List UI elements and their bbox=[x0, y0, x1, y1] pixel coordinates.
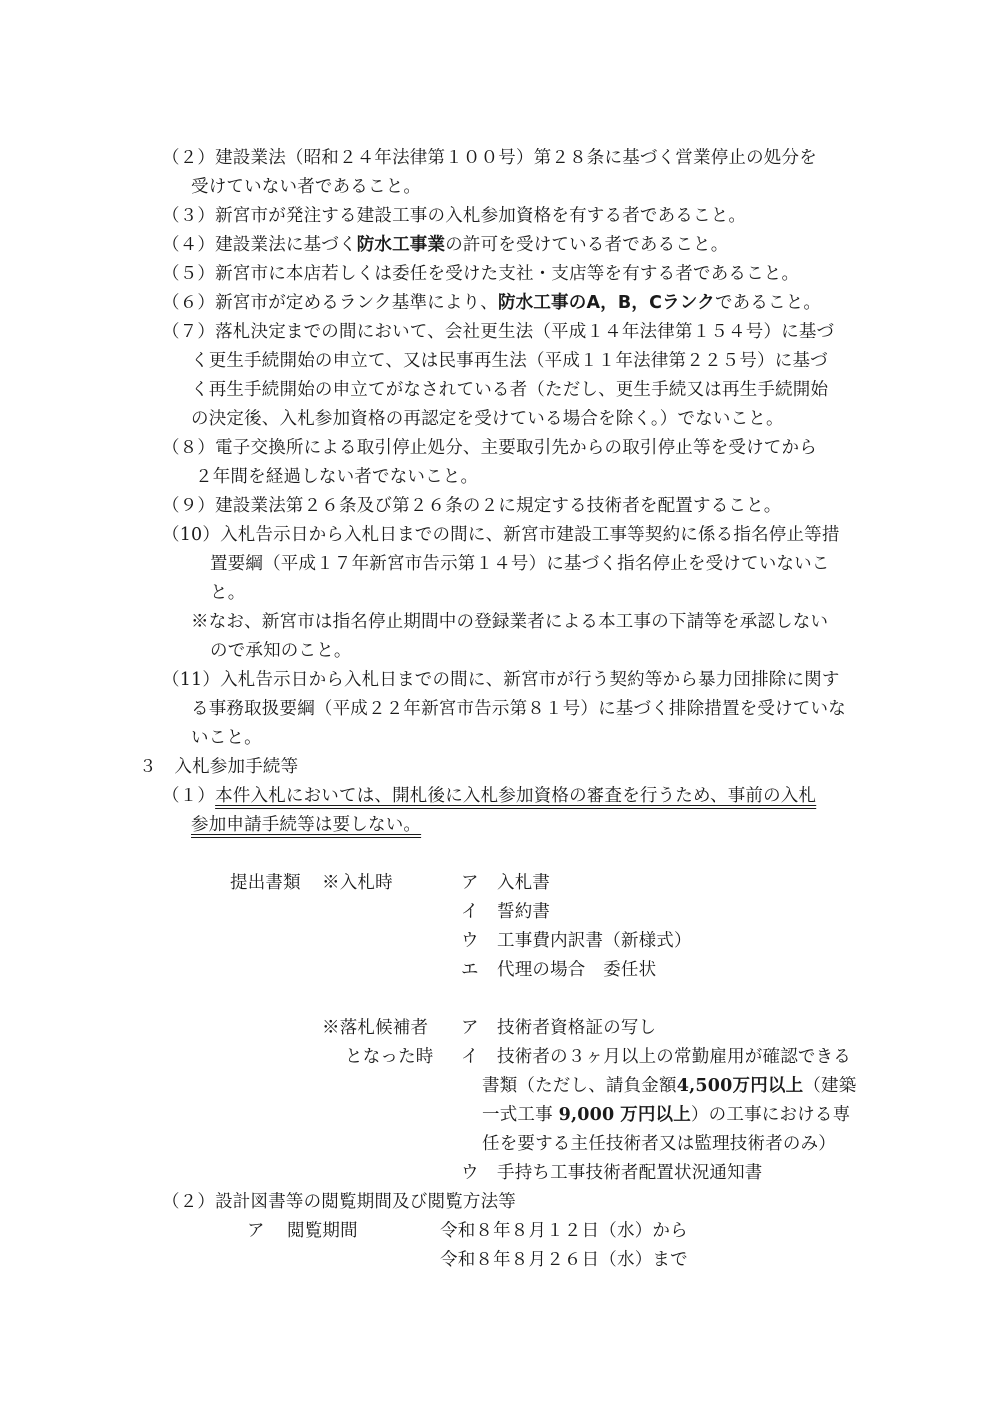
docs-group2-title-2: となった時 bbox=[345, 1047, 434, 1067]
item-7-line-4: の決定後、入札参加資格の再認定を受けている場合を除く。）でないこと。 bbox=[191, 409, 784, 429]
docs-group1-mark-4: エ bbox=[461, 960, 479, 980]
item-11-line-3: いこと。 bbox=[191, 728, 262, 748]
docs-group2-text-u: 手持ち工事技術者配置状況通知書 bbox=[497, 1163, 763, 1183]
docs-group2-mark-i: イ bbox=[461, 1047, 479, 1067]
viewing-period-label: 閲覧期間 bbox=[287, 1221, 358, 1241]
section-3-p1-number: （１） bbox=[162, 786, 216, 806]
item-11-line-2: る事務取扱要綱（平成２２年新宮市告示第８１号）に基づく排除措置を受けていな bbox=[191, 699, 846, 719]
item-7-line-1: （７）落札決定までの間において、会社更生法（平成１４年法律第１５４号）に基づ bbox=[162, 322, 835, 342]
item-4-text-post: の許可を受けている者であること。 bbox=[445, 235, 729, 255]
docs-group2-text-a: 技術者資格証の写し bbox=[497, 1018, 657, 1038]
section-3-p1-underlined-2: 参加申請手続等は要しない。 bbox=[191, 815, 422, 835]
docs-i-2-pre: 書類（ただし、請負金額 bbox=[482, 1076, 677, 1096]
viewing-period-from: 令和８年８月１２日（水）から bbox=[440, 1221, 688, 1241]
docs-group1-mark-2: イ bbox=[461, 902, 479, 922]
item-10-line-2: 置要綱（平成１７年新宮市告示第１４号）に基づく指名停止を受けていないこ bbox=[210, 554, 830, 574]
item-4-line-1 bbox=[162, 233, 728, 257]
section-3-p2-heading: （２）設計図書等の閲覧期間及び閲覧方法等 bbox=[162, 1192, 516, 1212]
docs-group2-text-i-4: 任を要する主任技術者又は監理技術者のみ） bbox=[482, 1134, 836, 1154]
item-7-line-3: く再生手続開始の申立てがなされている者（ただし、更生手続又は再生手続開始 bbox=[191, 380, 829, 400]
docs-group2-text-i-2 bbox=[482, 1074, 856, 1098]
item-6-line-1 bbox=[162, 291, 821, 315]
item-8-line-2: ２年間を経過しない者でないこと。 bbox=[195, 467, 479, 487]
section-3-heading: ３ 入札参加手続等 bbox=[139, 757, 299, 777]
item-9-line-1: （９）建設業法第２６条及び第２６条の２に規定する技術者を配置すること。 bbox=[162, 496, 782, 516]
docs-group1-text-4: 代理の場合 委任状 bbox=[497, 960, 657, 980]
item-2-line-1: （２）建設業法（昭和２４年法律第１００号）第２８条に基づく営業停止の処分を bbox=[162, 148, 817, 168]
docs-group2-text-i-3 bbox=[482, 1103, 850, 1127]
section-3-p1-line-2 bbox=[191, 813, 421, 837]
docs-group1-text-3: 工事費内訳書（新様式） bbox=[497, 931, 692, 951]
item-6-text-bold: 防水工事のA，B，Cランク bbox=[497, 293, 715, 313]
note-line-1: ※なお、新宮市は指名停止期間中の登録業者による本工事の下請等を承認しない bbox=[191, 612, 829, 632]
docs-group2-mark-u: ウ bbox=[461, 1163, 479, 1183]
docs-group2-text-i-1: 技術者の３ヶ月以上の常勤雇用が確認できる bbox=[497, 1047, 851, 1067]
docs-group2-title-1: ※落札候補者 bbox=[322, 1018, 429, 1038]
item-8-line-1: （８）電子交換所による取引停止処分、主要取引先からの取引停止等を受けてから bbox=[162, 438, 817, 458]
item-10-line-1: （10）入札告示日から入札日までの間に、新宮市建設工事等契約に係る指名停止等措 bbox=[162, 525, 840, 545]
docs-group2-mark-a: ア bbox=[461, 1018, 479, 1038]
docs-group1-mark-1: ア bbox=[461, 873, 479, 893]
item-2-line-2: 受けていない者であること。 bbox=[191, 177, 422, 197]
docs-group1-text-2: 誓約書 bbox=[497, 902, 551, 922]
item-5-line-1: （５）新宮市に本店若しくは委任を受けた支社・支店等を有する者であること。 bbox=[162, 264, 800, 284]
section-3-p1-line-1 bbox=[162, 784, 816, 808]
docs-i-2-post: （建築 bbox=[803, 1076, 857, 1096]
section-3-p1-underlined-1: 本件入札においては、開札後に入札参加資格の審査を行うため、事前の入札 bbox=[215, 786, 817, 806]
docs-i-3-amount-unit: 万円以上 bbox=[620, 1105, 691, 1125]
docs-group1-title: ※入札時 bbox=[322, 873, 393, 893]
docs-group1-text-1: 入札書 bbox=[497, 873, 551, 893]
item-6-text-pre: （６）新宮市が定めるランク基準により、 bbox=[162, 293, 498, 313]
item-6-text-post: であること。 bbox=[714, 293, 822, 313]
viewing-period-to: 令和８年８月２６日（水）まで bbox=[440, 1250, 688, 1270]
viewing-period-mark: ア bbox=[247, 1221, 265, 1241]
item-3-line-1: （３）新宮市が発注する建設工事の入札参加資格を有する者であること。 bbox=[162, 206, 747, 226]
item-11-line-1: （11）入札告示日から入札日までの間に、新宮市が行う契約等から暴力団排除に関す bbox=[162, 670, 840, 690]
docs-i-3-pre: 一式工事 bbox=[482, 1105, 553, 1125]
docs-i-2-amount: 4,500 bbox=[676, 1076, 733, 1096]
docs-i-3-amount: 9,000 bbox=[558, 1105, 615, 1125]
note-line-2: ので承知のこと。 bbox=[210, 641, 352, 661]
item-4-text-pre: （４）建設業法に基づく bbox=[162, 235, 357, 255]
item-10-line-3: と。 bbox=[210, 583, 246, 603]
docs-label: 提出書類 bbox=[230, 873, 301, 893]
item-4-text-bold: 防水工事業 bbox=[356, 235, 446, 255]
docs-i-2-amount-unit: 万円以上 bbox=[732, 1076, 804, 1096]
docs-group1-mark-3: ウ bbox=[461, 931, 479, 951]
item-7-line-2: く更生手続開始の申立て、又は民事再生法（平成１１年法律第２２５号）に基づ bbox=[191, 351, 828, 371]
docs-i-3-post: ）の工事における専 bbox=[690, 1105, 851, 1125]
